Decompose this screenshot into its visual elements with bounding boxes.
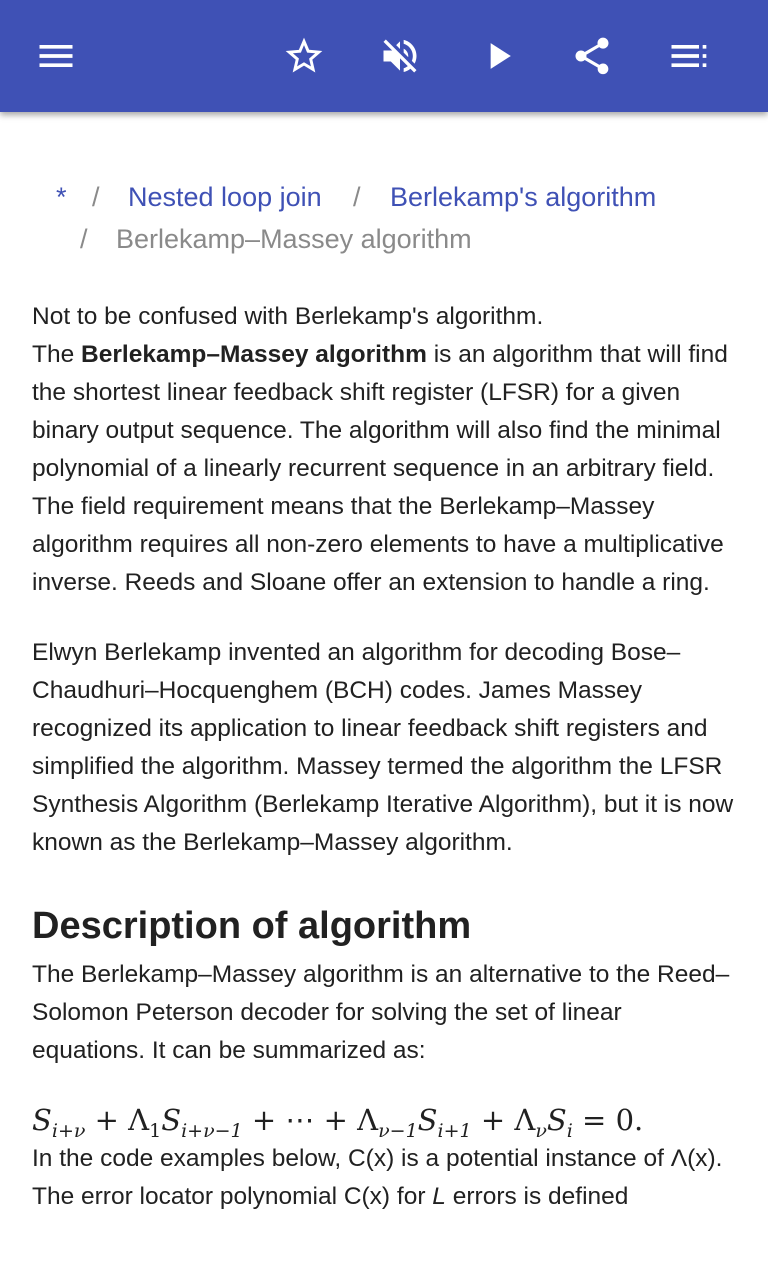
content-area <box>0 112 768 1280</box>
hatnote[interactable]: Not to be confused with Berlekamp's algorithm. <box>32 303 544 330</box>
star-outline-icon <box>282 34 326 78</box>
formula-tail: = 0. <box>572 1103 644 1137</box>
intro-paragraph <box>32 336 740 602</box>
mute-button[interactable] <box>368 24 432 88</box>
share-icon <box>570 34 614 78</box>
breadcrumb-berlekamps-algorithm[interactable]: Berlekamp's algorithm <box>390 182 657 212</box>
formula-term: S <box>32 1103 52 1137</box>
formula-term: S <box>546 1103 567 1137</box>
formula-term: S <box>161 1103 182 1137</box>
code-intro-paragraph <box>32 1140 740 1216</box>
breadcrumb-current: Berlekamp–Massey algorithm <box>116 224 472 254</box>
formula-subscript: 1 <box>149 1119 162 1142</box>
breadcrumb-separator: / <box>92 182 100 212</box>
code-intro-variable: L <box>432 1183 446 1210</box>
formula-subscript: ν <box>535 1119 547 1142</box>
breadcrumb-home[interactable]: * <box>56 182 67 212</box>
play-button[interactable] <box>466 24 530 88</box>
formula-operator: + ⋯ + <box>242 1103 358 1137</box>
play-icon <box>476 34 520 78</box>
description-paragraph: The Berlekamp–Massey algorithm is an alternative to the Reed–Solomon Peterson decoder for solving the set of linear equations. It can be summarized as: <box>32 961 730 1064</box>
formula-subscript: i <box>566 1119 573 1142</box>
formula-term: Λ <box>514 1103 536 1137</box>
volume-off-icon <box>378 34 422 78</box>
intro-pre: The <box>32 341 82 368</box>
breadcrumb <box>0 112 768 262</box>
code-intro-text-end: errors is defined <box>445 1183 629 1210</box>
app-bar <box>0 0 768 112</box>
article-subject: Berlekamp–Massey algorithm <box>81 341 427 368</box>
breadcrumb-separator: / <box>353 182 361 212</box>
history-paragraph: Elwyn Berlekamp invented an algorithm for decoding Bose–Chaudhuri–Hocquenghem (BCH) codes. James Massey recognized its application to linear feedback shift registers and simplified the algorithm. Massey termed the algorithm the LFSR Synthesis Algorithm (Berlekamp Iterative Algorithm), but it is now known as the Berlekamp–Massey algorithm. <box>32 639 734 856</box>
menu-icon <box>34 34 78 78</box>
formula-term: Λ <box>357 1103 379 1137</box>
formula-term: S <box>417 1103 438 1137</box>
list-button[interactable] <box>656 24 720 88</box>
math-formula <box>32 1100 740 1140</box>
breadcrumb-nested-loop-join[interactable]: Nested loop join <box>128 182 322 212</box>
article-body <box>32 298 740 1216</box>
formula-subscript: i+ν <box>51 1119 86 1142</box>
formula-subscript: ν−1 <box>378 1119 418 1142</box>
list-icon <box>666 34 710 78</box>
formula-subscript: i+1 <box>437 1119 472 1142</box>
formula-operator: + <box>85 1103 129 1137</box>
formula-subscript: i+ν−1 <box>181 1119 243 1142</box>
breadcrumb-separator: / <box>80 224 88 254</box>
formula-operator: + <box>471 1103 515 1137</box>
favorite-button[interactable] <box>272 24 336 88</box>
menu-button[interactable] <box>24 24 88 88</box>
code-intro-text: In the code examples below, C(x) is a potential instance of Λ(x). The error locator polynomial C(x) for <box>32 1145 723 1210</box>
formula-term: Λ <box>128 1103 150 1137</box>
section-heading: Description of algorithm <box>32 905 472 947</box>
share-button[interactable] <box>560 24 624 88</box>
intro-text: is an algorithm that will find the shortest linear feedback shift register (LFSR) for a given binary output sequence. The algorithm will also find the minimal polynomial of a linearly recurrent sequence in an arbitrary field. The field requirement means that the Berlekamp–Massey algorithm requires all non-zero elements to have a multiplicative inverse. Reeds and Sloane offer an extension to handle a ring. <box>32 341 728 596</box>
